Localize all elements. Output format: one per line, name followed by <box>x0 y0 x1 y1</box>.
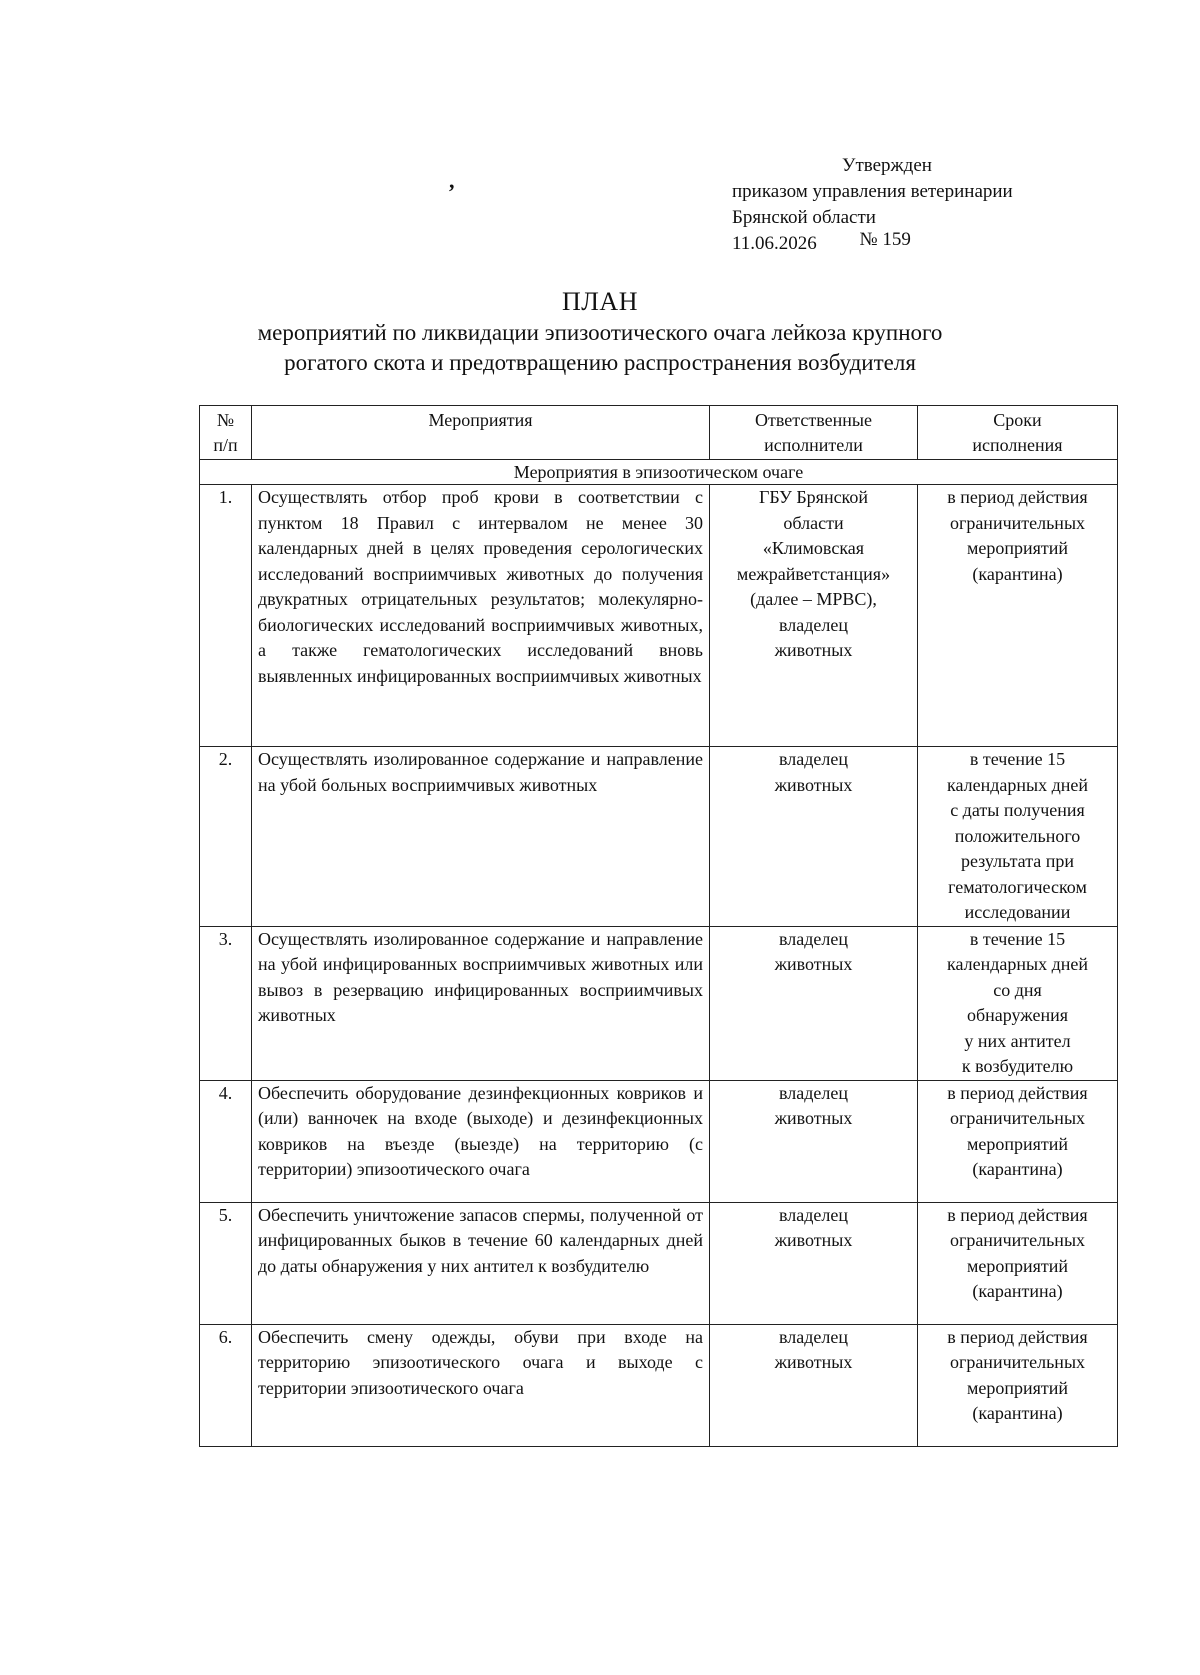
row-action: Осуществлять изолированное содержание и направление на убой инфицированных восприимчивых животных или вывоз в резервацию инфицированных восприимчивых животных <box>252 926 710 1080</box>
scan-speck-mark: , <box>449 168 455 193</box>
row-number: 2. <box>200 747 252 927</box>
deadline-line: (карантина) <box>972 563 1063 584</box>
row-deadline <box>918 747 1118 927</box>
deadline-line: с даты получения <box>950 800 1085 820</box>
deadline-line: календарных дней <box>946 954 1088 974</box>
deadline-line: у них антител <box>964 1030 1071 1051</box>
header-action: Мероприятия <box>252 406 710 460</box>
approval-heading: Утвержден <box>842 155 932 176</box>
row-action: Обеспечить уничтожение запасов спермы, полученной от инфицированных быков в течение 60 календарных дней до даты обнаружения у них антител к возбудителю <box>252 1202 710 1324</box>
row-deadline <box>918 1080 1118 1202</box>
row-number: 4. <box>200 1080 252 1202</box>
row-deadline <box>918 1324 1118 1446</box>
table-row <box>200 485 1118 747</box>
row-action: Осуществлять отбор проб крови в соответствии с пунктом 18 Правил с интервалом не менее 30 календарных дней в целях проведения серологических исследований восприимчивых животных до получения двукратных отрицательных результатов; молекулярно-биологических исследований восприимчивых животных, а также гематологических исследований вновь выявленных инфицированных восприимчивых животных <box>252 485 710 747</box>
row-responsible <box>710 1324 918 1446</box>
row-responsible <box>710 1202 918 1324</box>
row-deadline <box>918 926 1118 1080</box>
section-row <box>200 460 1118 485</box>
deadline-line: (карантина) <box>972 1281 1063 1301</box>
responsible-line: владелец <box>779 928 848 949</box>
document-title: ПЛАН <box>562 287 638 316</box>
approval-date-line <box>732 231 1092 257</box>
table-row <box>200 1080 1118 1202</box>
document-subtitle-line-2: рогатого скота и предотвращению распространения возбудителя <box>284 350 916 375</box>
row-number: 5. <box>200 1202 252 1324</box>
row-deadline <box>918 485 1118 747</box>
row-number: 1. <box>200 485 252 747</box>
approval-line-2: Брянской области <box>732 207 876 228</box>
deadline-line: мероприятий <box>966 1255 1069 1276</box>
deadline-line: мероприятий <box>966 538 1069 558</box>
responsible-line: межрайветстанция» <box>736 563 891 584</box>
header-deadline: Сроки исполнения <box>918 406 1118 460</box>
responsible-line: животных <box>774 954 853 974</box>
responsible-line: владелец <box>779 1326 848 1347</box>
row-deadline <box>918 1202 1118 1324</box>
responsible-line: области <box>783 512 844 533</box>
deadline-line: ограничительных <box>949 512 1086 533</box>
header-responsible: Ответственные исполнители <box>710 406 918 460</box>
responsible-line: животных <box>774 640 853 660</box>
deadline-line: ограничительных <box>949 1352 1086 1372</box>
deadline-line: в период действия <box>947 1326 1088 1347</box>
header-num: № п/п <box>200 406 252 460</box>
row-responsible <box>710 485 918 747</box>
deadline-line: (карантина) <box>972 1159 1063 1179</box>
responsible-line: ГБУ Брянской <box>758 487 869 507</box>
deadline-line: (карантина) <box>972 1403 1063 1423</box>
deadline-line: результата при <box>960 851 1075 871</box>
deadline-line: мероприятий <box>966 1133 1069 1154</box>
responsible-line: животных <box>774 1230 853 1250</box>
deadline-line: к возбудителю <box>961 1056 1074 1076</box>
row-number: 6. <box>200 1324 252 1446</box>
row-responsible <box>710 926 918 1080</box>
table-row <box>200 1324 1118 1446</box>
table-header-row <box>200 406 1118 460</box>
responsible-line: владелец <box>779 1082 848 1103</box>
deadline-line: ограничительных <box>949 1230 1086 1250</box>
deadline-line: ограничительных <box>949 1108 1086 1128</box>
table-row <box>200 747 1118 927</box>
row-responsible <box>710 1080 918 1202</box>
responsible-line: животных <box>774 774 853 795</box>
row-number: 3. <box>200 926 252 1080</box>
responsible-line: владелец <box>779 614 848 635</box>
approval-date: 11.06.2026 <box>732 233 817 254</box>
row-action: Обеспечить оборудование дезинфекционных ковриков и (или) ванночек на входе (выходе) и дезинфекционных ковриков на въезде (выезде) на территорию (с территории) эпизоотического очага <box>252 1080 710 1202</box>
deadline-line: в период действия <box>947 487 1088 507</box>
approval-line-1: приказом управления ветеринарии <box>732 181 1013 202</box>
responsible-line: владелец <box>779 1204 848 1225</box>
responsible-line: животных <box>774 1352 853 1372</box>
deadline-line: в течение 15 <box>969 749 1066 769</box>
row-action: Осуществлять изолированное содержание и направление на убой больных восприимчивых животных <box>252 747 710 927</box>
responsible-line: животных <box>774 1108 853 1128</box>
document-subtitle-line-1: мероприятий по ликвидации эпизоотического очага лейкоза крупного <box>257 320 943 345</box>
deadline-line: календарных дней <box>946 774 1088 795</box>
deadline-line: мероприятий <box>966 1377 1069 1398</box>
responsible-line: «Климовская <box>762 538 865 558</box>
row-responsible <box>710 747 918 927</box>
approval-stamp <box>732 153 1092 257</box>
table-row <box>200 1202 1118 1324</box>
deadline-line: в период действия <box>947 1082 1088 1103</box>
section-title: Мероприятия в эпизоотическом очаге <box>200 460 1118 485</box>
row-action: Обеспечить смену одежды, обуви при входе на территорию эпизоотического очага и выходе с территории эпизоотического очага <box>252 1324 710 1446</box>
deadline-line: в течение 15 <box>969 928 1066 949</box>
document-subtitle <box>0 318 1200 378</box>
deadline-line: положительного <box>954 825 1081 846</box>
table-row <box>200 926 1118 1080</box>
responsible-line: владелец <box>779 749 848 769</box>
deadline-line: исследовании <box>964 902 1071 922</box>
deadline-line: обнаружения <box>966 1005 1069 1025</box>
deadline-line: в период действия <box>947 1204 1088 1225</box>
plan-table <box>199 405 1118 1447</box>
deadline-line: со дня <box>993 979 1042 1000</box>
deadline-line: гематологическом <box>948 876 1087 897</box>
responsible-line: (далее – МРВС), <box>750 589 877 609</box>
approval-number: № 159 <box>859 229 911 250</box>
